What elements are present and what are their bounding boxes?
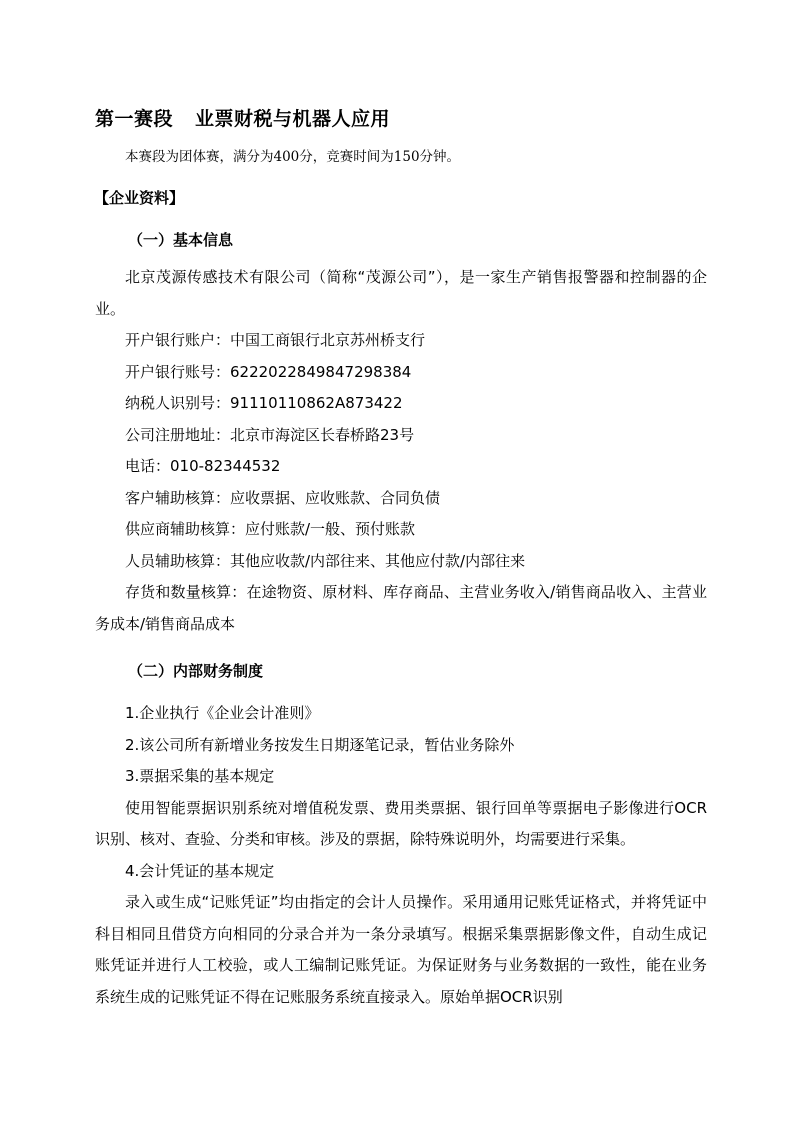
- info-line: 人员辅助核算：其他应收款/内部往来、其他应付款/内部往来: [125, 551, 526, 570]
- info-line: 开户银行账户：中国工商银行北京苏州桥支行: [125, 331, 426, 349]
- internal-finance-block: [95, 698, 707, 1013]
- info-line: 供应商辅助核算：应付账款/一般、预付账款: [125, 520, 416, 538]
- rule-paragraph: 录入或生成“记账凭证”均由指定的会计人员操作。采用通用记账凭证格式，并将凭证中科目相同且借贷方向相同的分录合并为一条分录填写。根据采集票据影像文件，自动生成记账凭证并进行人工校验，或人工编制记账凭证。为保证财务与业务数据的一致性，能在业务系统生成的记账凭证不得在记账服务系统直接录入。原始单据OCR识别: [95, 893, 707, 1006]
- info-line: 电话：010-82344532: [125, 457, 281, 475]
- section-title: [95, 104, 390, 131]
- inventory-line: 存货和数量核算：在途物资、原材料、库存商品、主营业务收入/销售商品收入、主营业务成本/销售商品成本: [95, 583, 707, 633]
- info-line: 公司注册地址：北京市海淀区长春桥路23号: [125, 425, 415, 444]
- company-description: 北京茂源传感技术有限公司（简称“茂源公司”），是一家生产销售报警器和控制器的企业。: [95, 268, 707, 318]
- basic-info-heading: （一）基本信息: [128, 231, 234, 249]
- intro-text: 本赛段为团体赛，满分为400分，竞赛时间为150分钟。: [125, 149, 461, 165]
- info-line: 纳税人识别号：91110110862A873422: [125, 394, 403, 412]
- rule-item: 4.会计凭证的基本规定: [125, 861, 275, 880]
- rule-item: 2.该公司所有新增业务按发生日期逐笔记录，暂估业务除外: [125, 735, 515, 754]
- info-line: 开户银行账号：6222022849847298384: [125, 362, 412, 381]
- info-line: 客户辅助核算：应收票据、应收账款、合同负债: [125, 488, 441, 507]
- rule-paragraph: 使用智能票据识别系统对增值税发票、费用类票据、银行回单等票据电子影像进行OCR识别、核对、查验、分类和审核。涉及的票据，除特殊说明外，均需要进行采集。: [95, 798, 707, 848]
- rule-item: 3.票据采集的基本规定: [125, 767, 275, 785]
- section-title-part2: 业票财税与机器人应用: [195, 108, 391, 130]
- company-info-heading: 【企业资料】: [94, 189, 185, 207]
- section-title-part1: 第一赛段: [95, 108, 174, 130]
- rule-item: 1.企业执行《企业会计准则》: [125, 704, 320, 722]
- basic-info-block: [95, 262, 707, 640]
- internal-finance-heading: （二）内部财务制度: [128, 662, 264, 680]
